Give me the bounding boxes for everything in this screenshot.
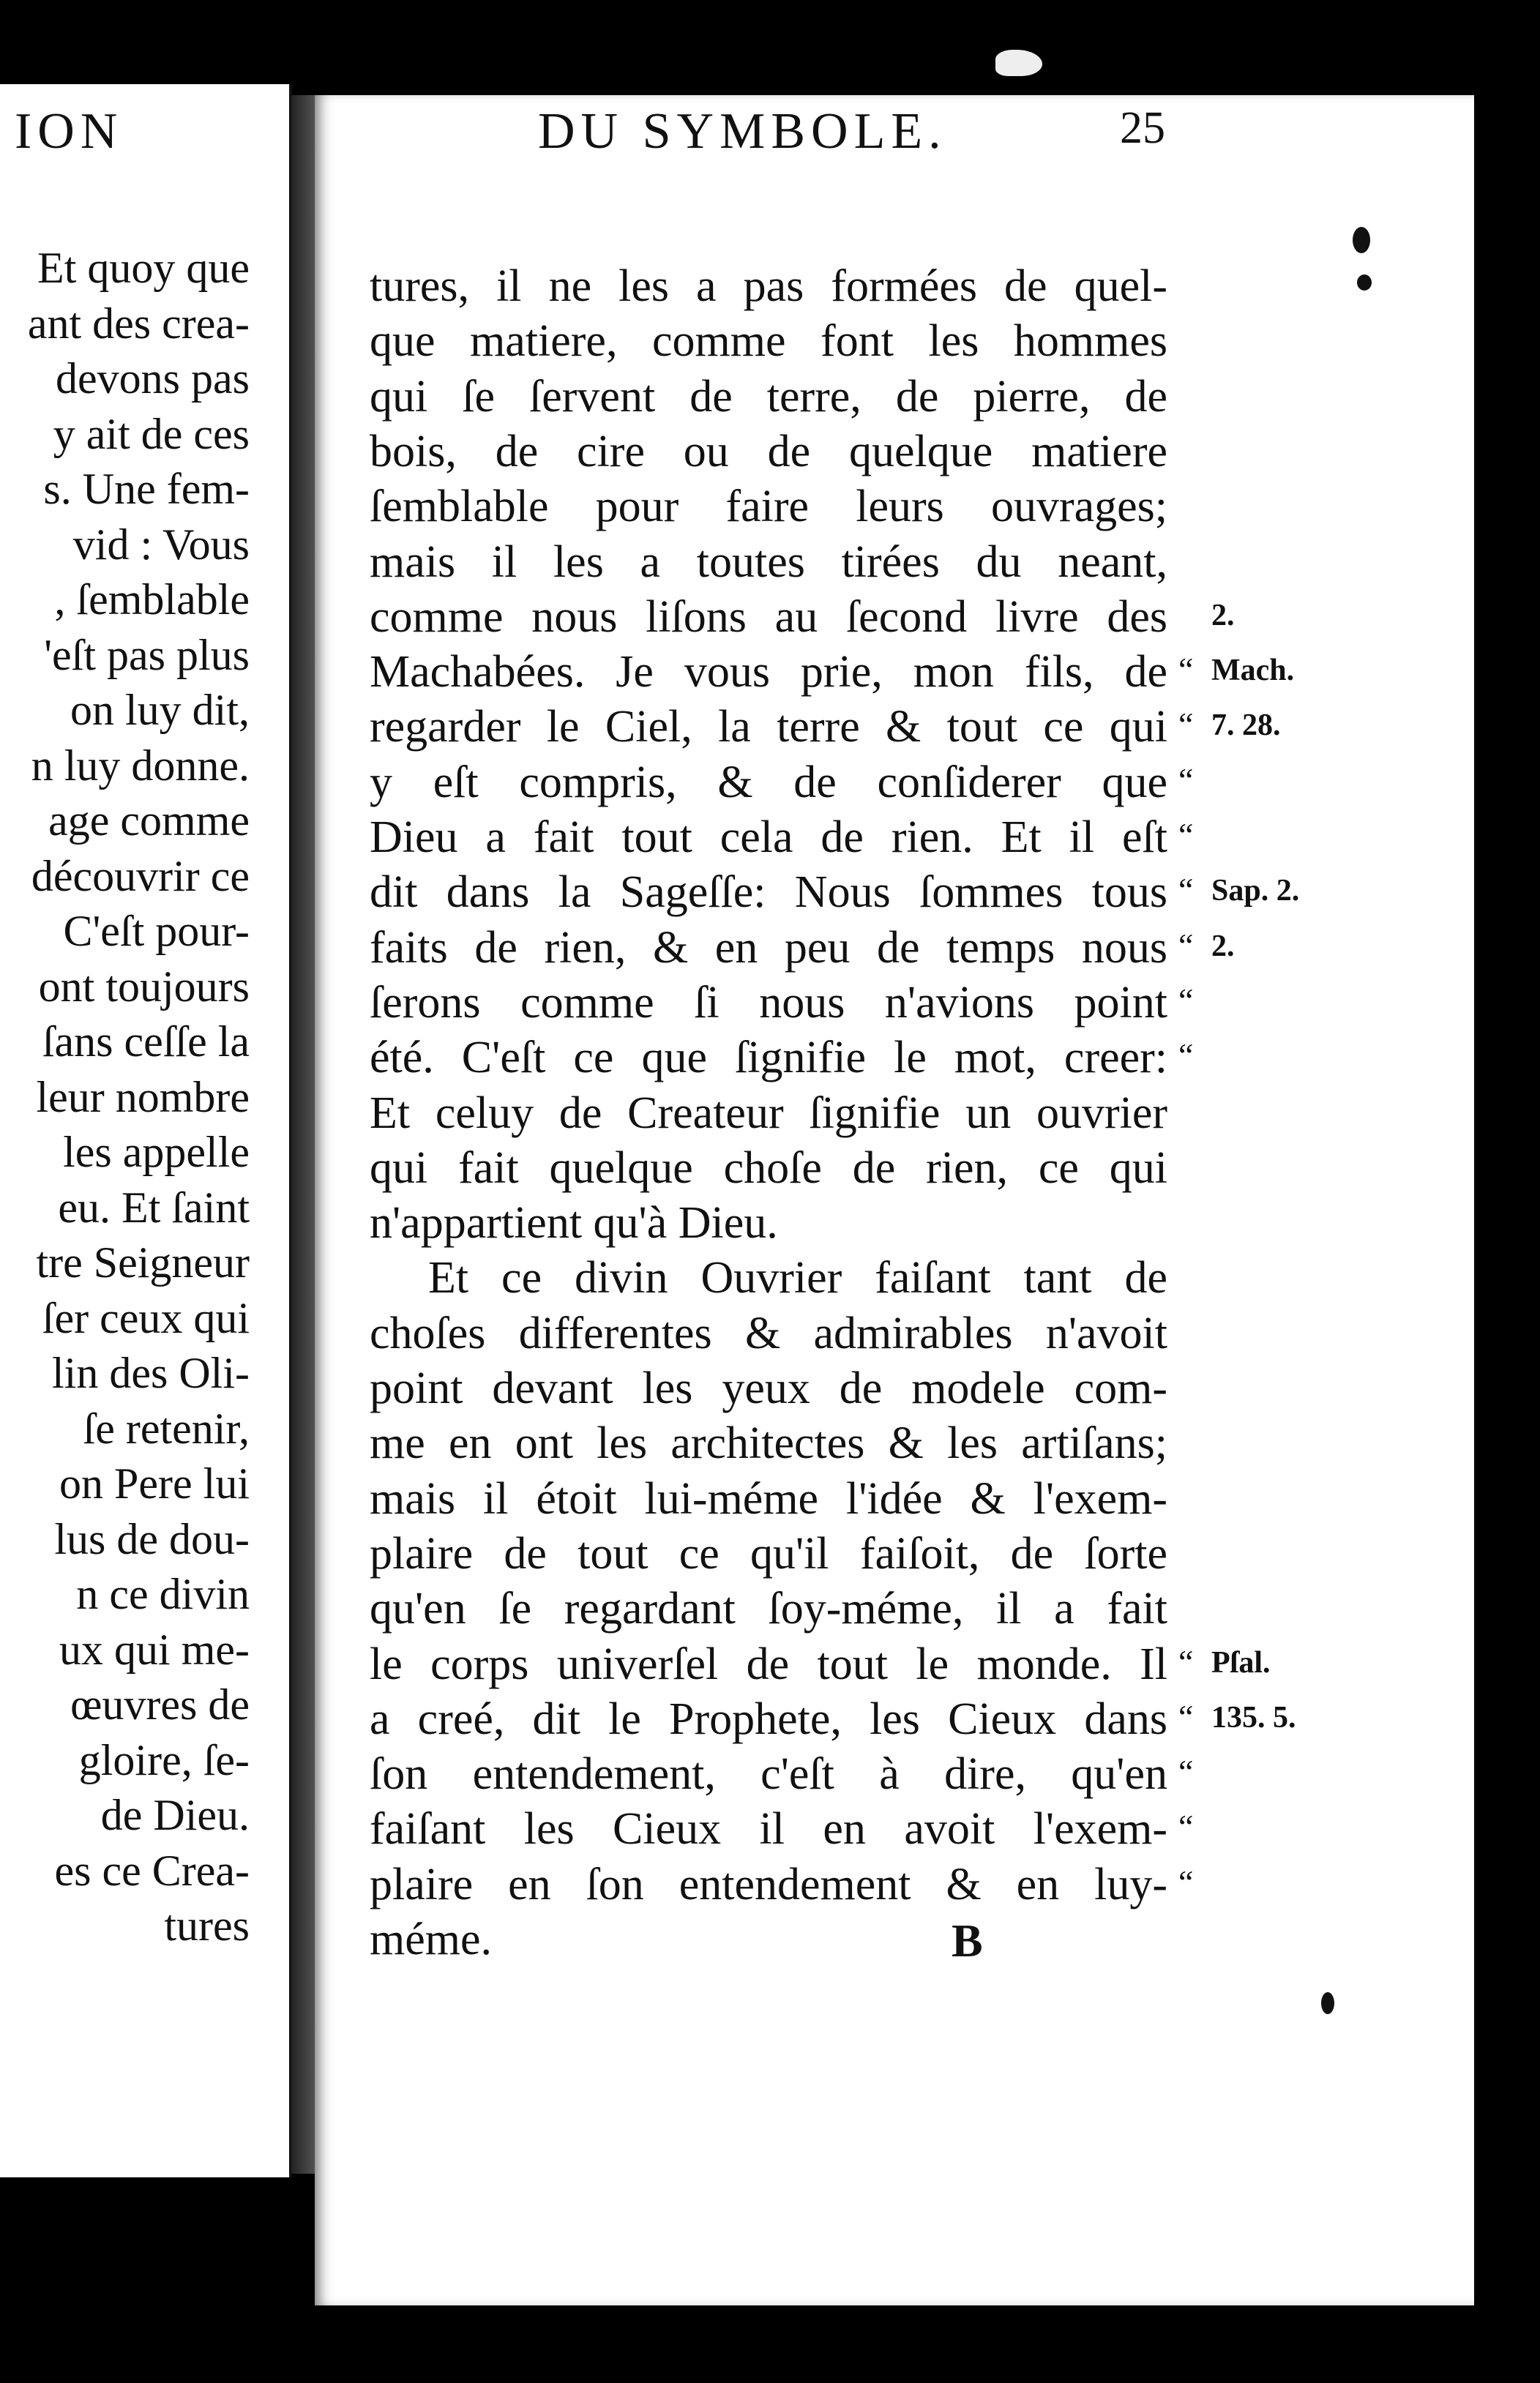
margin-quote-mark: “ [1178, 706, 1194, 744]
text-line: mais il étoit lui-méme l'idée & l'exem- [370, 1473, 1167, 1524]
margin-quote-mark: “ [1178, 651, 1194, 689]
text-line: tures, il ne les a pas formées de quel- [370, 261, 1167, 311]
text-line: plaire en ſon entendement & en luy- [370, 1859, 1167, 1909]
left-text-line: tre Seigneur [36, 1238, 250, 1287]
left-text-line: lin des Oli- [52, 1349, 250, 1397]
margin-quote-mark: “ [1178, 1642, 1194, 1680]
margin-note: 7. 28. [1211, 708, 1281, 743]
margin-quote-mark: “ [1178, 1808, 1194, 1846]
signature-mark: B [952, 1915, 983, 1967]
margin-quote-mark: “ [1178, 871, 1194, 909]
left-text-line: , ſemblable [54, 575, 250, 624]
left-text-line: n ce divin [76, 1570, 250, 1618]
text-line: Dieu a fait tout cela de rien. Et il eſt [370, 812, 1167, 862]
left-text-line: ſans ceſſe la [42, 1017, 250, 1066]
left-running-head: ION [15, 103, 124, 160]
ink-blot [1353, 227, 1370, 253]
margin-note: Pſal. [1211, 1645, 1271, 1680]
text-line: faits de rien, & en peu de temps nous [370, 922, 1167, 973]
text-line: mais il les a toutes tirées du neant, [370, 536, 1167, 587]
margin-quote-mark: “ [1178, 1753, 1194, 1791]
text-line: dit dans la Sageſſe: Nous ſommes tous [370, 867, 1167, 918]
text-line: point devant les yeux de modele com- [370, 1363, 1167, 1413]
text-line: plaire de tout ce qu'il faiſoit, de ſorte [370, 1528, 1167, 1579]
left-text-line: s. Une fem- [43, 465, 250, 513]
text-line: qui fait quelque choſe de rien, ce qui [370, 1142, 1167, 1193]
left-text-line: tures [164, 1901, 250, 1950]
text-line: Machabées. Je vous prie, mon fils, de [370, 647, 1167, 697]
margin-note: 2. [1211, 929, 1235, 963]
margin-note: 135. 5. [1211, 1700, 1296, 1735]
left-text-line: œuvres de [70, 1680, 250, 1729]
margin-quote-mark: “ [1178, 1036, 1194, 1074]
left-text-line: ſe retenir, [83, 1404, 250, 1453]
left-text-line: lus de dou- [54, 1514, 250, 1563]
text-line: faiſant les Cieux il en avoit l'exem- [370, 1804, 1167, 1855]
text-line: regarder le Ciel, la terre & tout ce qui [370, 702, 1167, 752]
margin-quote-mark: “ [1178, 1863, 1194, 1901]
margin-quote-mark: “ [1178, 926, 1194, 964]
text-line: qui ſe ſervent de terre, de pierre, de [370, 371, 1167, 422]
text-line: choſes differentes & admirables n'avoit [370, 1308, 1167, 1358]
margin-quote-mark: “ [1178, 981, 1194, 1019]
text-line: Et ce divin Ouvrier faiſant tant de [428, 1253, 1167, 1303]
left-text-line: y ait de ces [53, 409, 250, 458]
text-line: me en ont les architectes & les artiſans; [370, 1418, 1167, 1469]
text-line: été. C'eſt ce que ſignifie le mot, creer: [370, 1033, 1167, 1083]
left-text-line: découvrir ce [31, 851, 250, 900]
left-text-line: n luy donne. [31, 741, 250, 790]
running-head: DU SYMBOLE. [538, 103, 947, 160]
left-text-line: ſer ceux qui [42, 1293, 250, 1342]
text-line: le corps univerſel de tout le monde. Il [370, 1639, 1167, 1689]
left-text-line: eu. Et ſaint [58, 1183, 250, 1232]
left-text-line: de Dieu. [100, 1791, 250, 1839]
left-text-line: on luy dit, [70, 686, 250, 734]
margin-quote-mark: “ [1178, 760, 1194, 798]
left-text-line: es ce Crea- [54, 1846, 250, 1895]
text-line: ſerons comme ſi nous n'avions point [370, 977, 1167, 1028]
left-text-line: age comme [48, 796, 250, 845]
text-line: ſemblable pour faire leurs ouvrages; [370, 482, 1167, 532]
left-text-line: ant des crea- [27, 299, 250, 348]
left-text-line: gloire, ſe- [78, 1735, 250, 1784]
left-text-line: devons pas [56, 354, 250, 403]
left-text-line: les appelle [63, 1128, 250, 1176]
text-line: y eſt compris, & de conſiderer que [370, 757, 1167, 807]
left-text-line: vid : Vous [72, 520, 250, 569]
left-text-line: C'eſt pour- [63, 907, 250, 955]
margin-quote-mark: “ [1178, 1697, 1194, 1735]
text-line: Et celuy de Createur ſignifie un ouvrier [370, 1088, 1167, 1138]
left-text-line: leur nombre [36, 1072, 250, 1121]
paper-fleck [995, 50, 1042, 76]
left-text-line: Et quoy que [37, 244, 250, 292]
text-line: ſon entendement, c'eſt à dire, qu'en [370, 1749, 1167, 1800]
left-text-line: ux qui me- [59, 1625, 250, 1674]
margin-quote-mark: “ [1178, 816, 1194, 853]
text-line: bois, de cire ou de quelque matiere [370, 426, 1167, 476]
left-text-line: 'eſt pas plus [44, 630, 250, 679]
left-text-line: ont toujours [38, 962, 250, 1011]
ink-blot [1357, 274, 1372, 291]
left-text-line: on Pere lui [59, 1459, 250, 1508]
text-line: que matiere, comme font les hommes [370, 316, 1167, 367]
text-line: qu'en ſe regardant ſoy-méme, il a fait [370, 1584, 1167, 1634]
margin-note: Mach. [1211, 654, 1295, 688]
text-line: méme. [370, 1915, 492, 1964]
text-line: a creé, dit le Prophete, les Cieux dans [370, 1694, 1167, 1744]
ink-blot [1321, 1992, 1334, 2014]
text-line: comme nous liſons au ſecond livre des [370, 591, 1167, 642]
margin-note: 2. [1211, 598, 1235, 632]
margin-note: Sap. 2. [1211, 874, 1300, 908]
text-line: n'appartient qu'à Dieu. [370, 1198, 778, 1249]
page-number: 25 [1120, 103, 1165, 153]
